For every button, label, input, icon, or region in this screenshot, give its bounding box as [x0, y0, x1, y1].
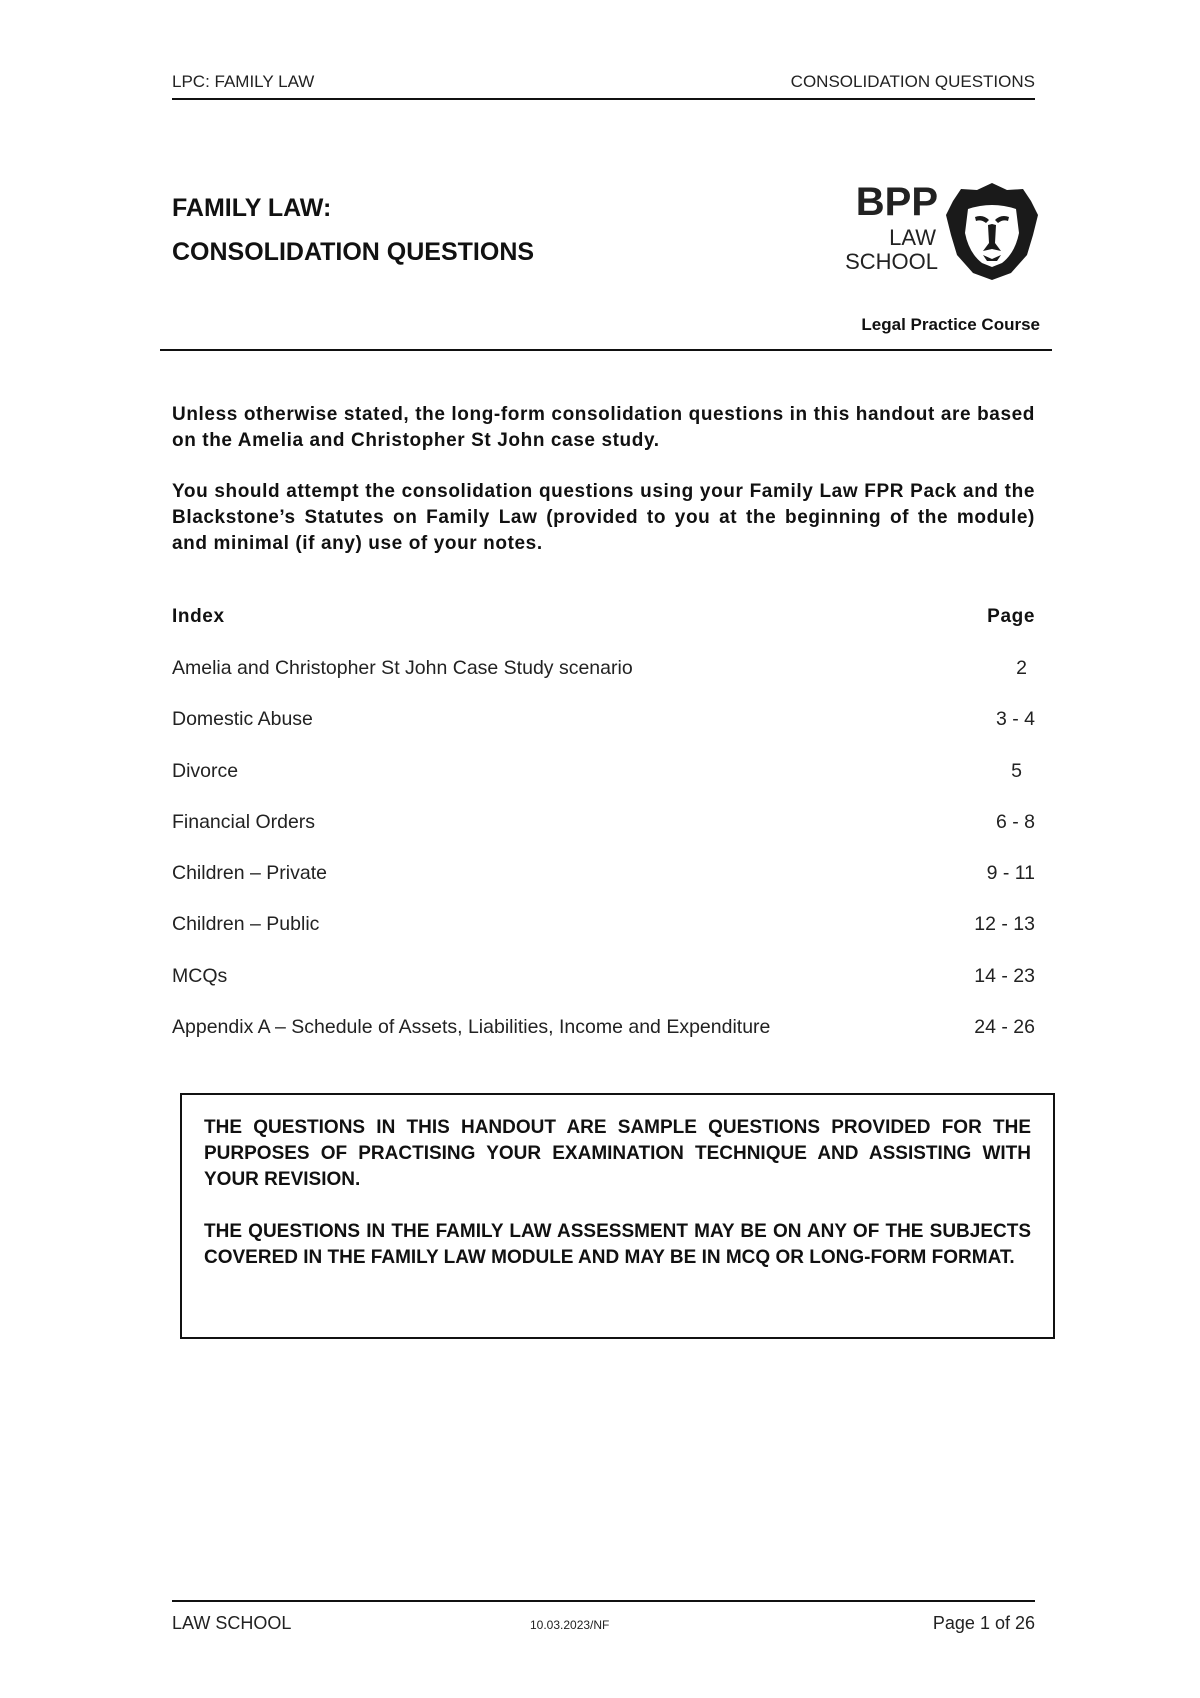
index-row-page: 24 - 26: [974, 1016, 1035, 1039]
page-heading: Page: [987, 606, 1035, 627]
index-row-label: Children – Private: [172, 862, 327, 885]
header-divider: [160, 349, 1052, 351]
title-line-1: FAMILY LAW:: [172, 194, 332, 222]
index-row-label: Children – Public: [172, 913, 320, 936]
index-row-label: Divorce: [172, 759, 239, 782]
index-row-page: 9 - 11: [986, 862, 1035, 885]
lion-shield-icon: [945, 181, 1040, 281]
index-row-label: Amelia and Christopher St John Case Study scenario: [172, 657, 633, 679]
index-row-label: Domestic Abuse: [172, 708, 313, 731]
logo-line-school: SCHOOL: [845, 249, 938, 274]
index-header-row: [172, 606, 1035, 657]
header-right-text: CONSOLIDATION QUESTIONS: [790, 72, 1035, 91]
logo-line-law: LAW: [889, 225, 936, 250]
index-row: [172, 811, 1035, 862]
page-number: Page 1 of 26: [932, 1613, 1035, 1633]
intro-paragraph-2: You should attempt the consolidation questions using your Family Law FPR Pack and the Blackstone’s Statutes on Family Law (provided to you at the beginning of the module) and minimal (if any) use of your notes.: [172, 481, 1035, 554]
bpp-law-school-logo: [838, 180, 1040, 282]
index-table: [172, 606, 1035, 1067]
index-row: [172, 760, 1035, 811]
footer-left-text: LAW SCHOOL: [172, 1613, 292, 1633]
index-row: [172, 862, 1035, 913]
index-heading: Index: [172, 606, 225, 627]
index-row-page: 6 - 8: [995, 810, 1035, 833]
footer-divider: [172, 1600, 1035, 1602]
intro-text: [172, 402, 1035, 557]
index-row-label: Appendix A – Schedule of Assets, Liabilities, Income and Expenditure: [172, 1016, 771, 1039]
document-title: [172, 186, 534, 274]
course-label: Legal Practice Course: [861, 315, 1040, 334]
running-header: [172, 70, 1035, 100]
index-row-page: 2: [1016, 657, 1027, 679]
logo-brand: BPP: [855, 180, 938, 224]
index-row: [172, 1016, 1035, 1067]
title-line-2: CONSOLIDATION QUESTIONS: [172, 238, 535, 266]
index-row: [172, 657, 1035, 708]
notice-box: [180, 1093, 1055, 1339]
index-row: [172, 708, 1035, 759]
index-row-page: 3 - 4: [995, 708, 1035, 731]
page-footer: [172, 1613, 1035, 1637]
index-row-label: MCQs: [172, 964, 228, 987]
index-row-label: Financial Orders: [172, 810, 316, 833]
footer-date-code: 10.03.2023/NF: [530, 1618, 610, 1632]
index-row-page: 12 - 13: [974, 913, 1035, 936]
header-left-text: LPC: FAMILY LAW: [172, 72, 315, 91]
notice-paragraph-2: THE QUESTIONS IN THE FAMILY LAW ASSESSMENT MAY BE ON ANY OF THE SUBJECTS COVERED IN THE FAMILY LAW MODULE AND MAY BE IN MCQ OR LONG-FORM FORMAT.: [204, 1221, 1031, 1268]
notice-paragraph-1: THE QUESTIONS IN THIS HANDOUT ARE SAMPLE QUESTIONS PROVIDED FOR THE PURPOSES OF PRACTISING YOUR EXAMINATION TECHNIQUE AND ASSISTING WITH YOUR REVISION.: [204, 1117, 1031, 1190]
index-row: [172, 913, 1035, 964]
index-row: [172, 965, 1035, 1016]
index-row-page: 5: [1011, 759, 1022, 782]
intro-paragraph-1: Unless otherwise stated, the long-form consolidation questions in this handout are based on the Amelia and Christopher St John case study.: [172, 404, 1035, 451]
index-row-page: 14 - 23: [974, 964, 1035, 987]
